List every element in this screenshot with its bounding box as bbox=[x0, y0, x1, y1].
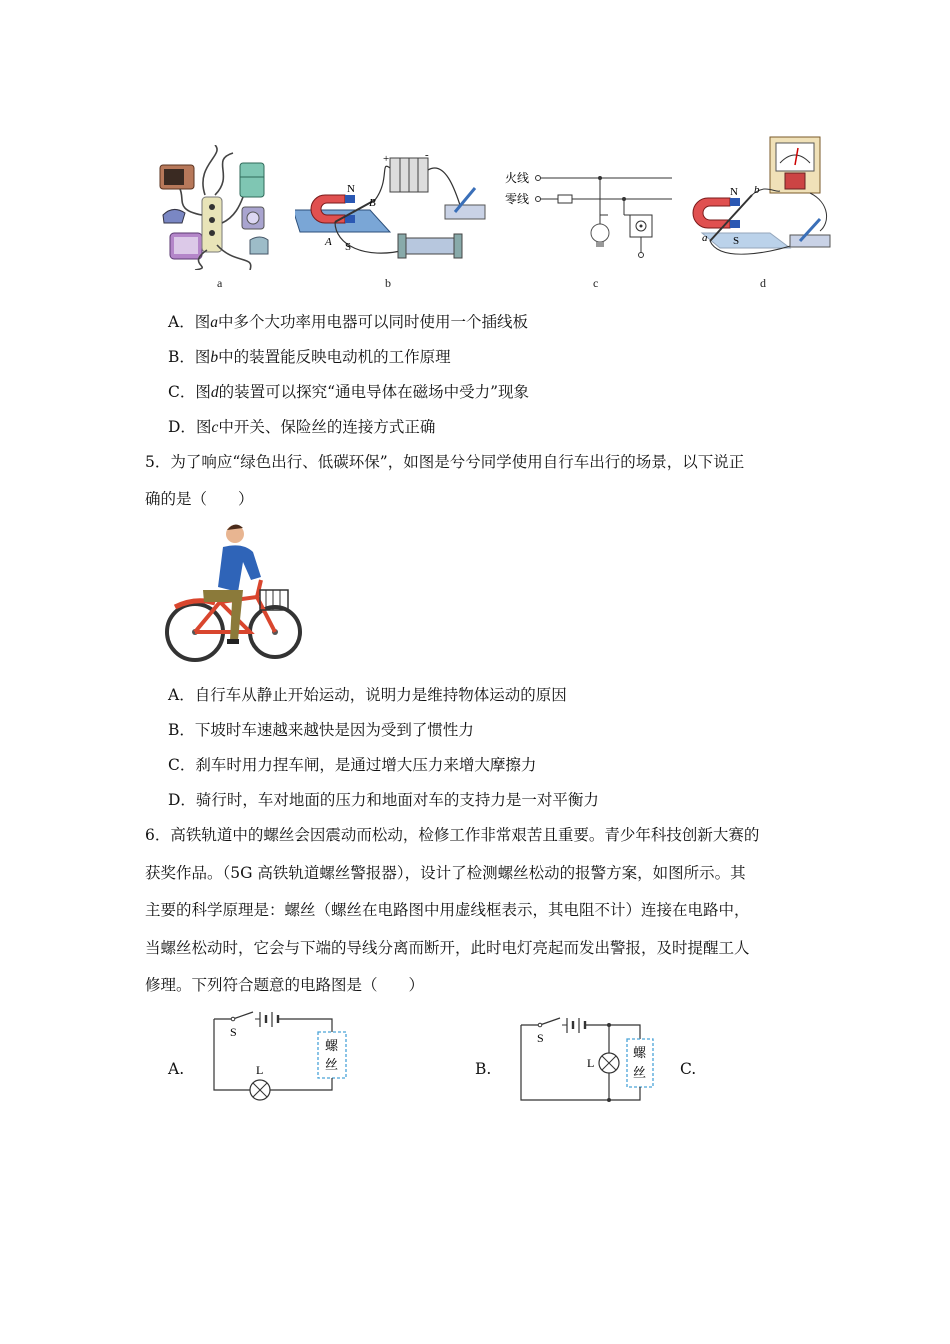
q4-option-c[interactable]: C．图d的装置可以探究“通电导体在磁场中受力”现象 bbox=[168, 383, 529, 401]
bicycle-rider-figure bbox=[165, 522, 305, 667]
caption-d: d bbox=[760, 276, 766, 290]
q6-stem-line4: 当螺丝松动时，它会与下端的导线分离而断开，此时电灯亮起而发出警报，及时提醒工人 bbox=[145, 939, 750, 957]
circuit-a-screw2: 丝 bbox=[325, 1058, 339, 1073]
q6-stem-line1: 6．高铁轨道中的螺丝会因震动而松动，检修工作非常艰苦且重要。青少年科技创新大赛的 bbox=[145, 826, 760, 844]
q4-option-a[interactable]: A．图a中多个大功率用电器可以同时使用一个插线板 bbox=[168, 313, 528, 331]
caption-c: c bbox=[593, 276, 599, 290]
circuit-b-screw1: 螺 bbox=[633, 1046, 647, 1061]
label-d-b: b bbox=[754, 184, 760, 196]
zero-line-label: 零线 bbox=[505, 192, 530, 206]
label-B: B bbox=[369, 197, 376, 209]
circuit-a-switch-label: S bbox=[230, 1025, 237, 1039]
q5-option-d[interactable]: D．骑行时，车对地面的压力和地面对车的支持力是一对平衡力 bbox=[168, 791, 599, 809]
caption-b: b bbox=[385, 276, 391, 290]
fire-line-label: 火线 bbox=[505, 171, 530, 185]
circuit-b-lamp-label: L bbox=[587, 1056, 595, 1070]
q5-stem-line2: 确的是（ ） bbox=[145, 490, 254, 508]
figure-a-power-strip bbox=[155, 145, 285, 270]
circuit-b-diagram[interactable] bbox=[515, 1015, 665, 1107]
label-d-S: S bbox=[733, 235, 740, 247]
label-plus: + bbox=[383, 153, 390, 165]
q6-stem-line5: 修理。下列符合题意的电路图是（ ） bbox=[145, 976, 425, 994]
q6-stem-line2: 获奖作品。（5G 高铁轨道螺丝警报器），设计了检测螺丝松动的报警方案，如图所示。其 bbox=[145, 864, 746, 882]
label-A: A bbox=[325, 236, 332, 248]
q4-option-b[interactable]: B．图b中的装置能反映电动机的工作原理 bbox=[168, 348, 451, 366]
label-S: S bbox=[345, 241, 352, 253]
q6-stem-line3: 主要的科学原理是：螺丝（螺丝在电路图中用虚线框表示，其电阻不计）连接在电路中， bbox=[145, 901, 750, 919]
label-d-N: N bbox=[730, 186, 738, 198]
q5-option-c[interactable]: C．刹车时用力捏车闸，是通过增大压力来增大摩擦力 bbox=[168, 756, 537, 774]
circuit-b-switch-label: S bbox=[537, 1031, 544, 1045]
figure-d-galvanometer-setup bbox=[690, 133, 840, 273]
circuit-b-label[interactable]: B. bbox=[475, 1060, 492, 1078]
label-minus: - bbox=[425, 150, 429, 161]
q5-option-b[interactable]: B．下坡时车速越来越快是因为受到了惯性力 bbox=[168, 721, 474, 739]
label-d-a: a bbox=[702, 232, 708, 244]
circuit-a-lamp-label: L bbox=[256, 1063, 264, 1077]
circuit-b-screw2: 丝 bbox=[633, 1066, 647, 1081]
q5-stem-line1: 5．为了响应“绿色出行、低碳环保”，如图是兮兮同学使用自行车出行的场景，以下说正 bbox=[145, 453, 745, 471]
circuit-c-label[interactable]: C. bbox=[680, 1060, 697, 1078]
q4-option-d[interactable]: D．图c中开关、保险丝的连接方式正确 bbox=[168, 418, 436, 436]
circuit-a-diagram[interactable] bbox=[208, 1010, 358, 1105]
label-N: N bbox=[347, 183, 355, 195]
figure-b-motor-setup bbox=[295, 150, 495, 270]
caption-a: a bbox=[217, 276, 223, 290]
q5-option-a[interactable]: A．自行车从静止开始运动，说明力是维持物体运动的原因 bbox=[168, 686, 567, 704]
circuit-a-screw1: 螺 bbox=[325, 1039, 339, 1054]
circuit-a-label[interactable]: A. bbox=[168, 1060, 185, 1078]
figure-c-household-circuit bbox=[500, 165, 680, 275]
